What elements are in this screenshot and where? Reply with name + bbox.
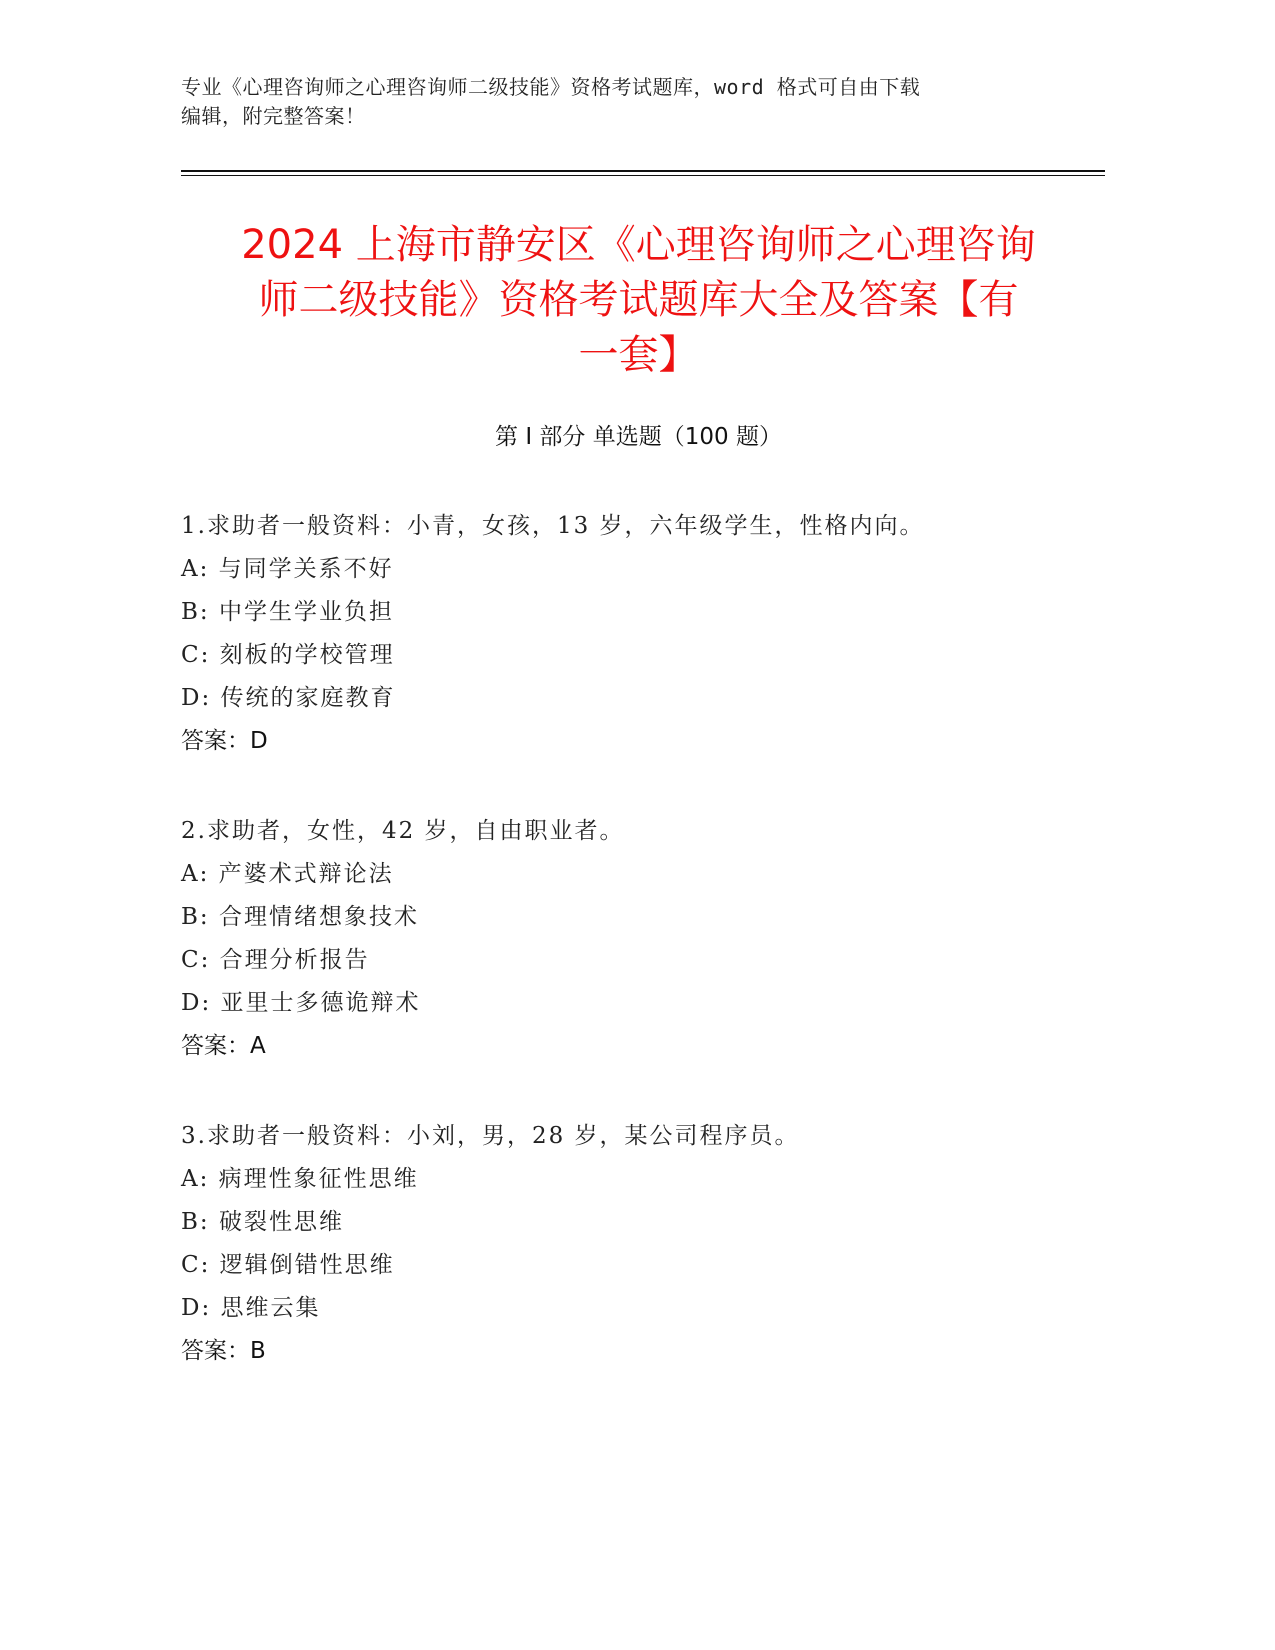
header-divider-thin bbox=[181, 175, 1105, 176]
question-2 bbox=[181, 810, 1101, 1068]
document-title-line-1: 2024 上海市静安区《心理咨询师之心理咨询 bbox=[241, 222, 1036, 268]
option-c: C: 合理分析报告 bbox=[181, 947, 370, 973]
header-note-line-1: 专业《心理咨询师之心理咨询师二级技能》资格考试题库，word 格式可自由下载 bbox=[181, 75, 921, 99]
document-title-line-3: 一套】 bbox=[578, 332, 699, 378]
option-d: D: 亚里士多德诡辩术 bbox=[181, 990, 421, 1016]
option-b: B: 破裂性思维 bbox=[181, 1209, 344, 1235]
answer-label: 答案：B bbox=[181, 1338, 266, 1364]
question-3 bbox=[181, 1115, 1101, 1373]
option-a: A: 病理性象征性思维 bbox=[181, 1166, 419, 1192]
option-c: C: 刻板的学校管理 bbox=[181, 642, 395, 668]
answer-label: 答案：D bbox=[181, 728, 268, 754]
question-stem: 2.求助者，女性，42 岁，自由职业者。 bbox=[181, 818, 625, 844]
option-c: C: 逻辑倒错性思维 bbox=[181, 1252, 395, 1278]
header-note bbox=[181, 73, 1081, 131]
option-a: A: 与同学关系不好 bbox=[181, 556, 394, 582]
option-b: B: 中学生学业负担 bbox=[181, 599, 394, 625]
option-b: B: 合理情绪想象技术 bbox=[181, 904, 419, 930]
answer-label: 答案：A bbox=[181, 1033, 266, 1059]
question-stem: 3.求助者一般资料：小刘，男，28 岁，某公司程序员。 bbox=[181, 1123, 800, 1149]
option-d: D: 传统的家庭教育 bbox=[181, 685, 396, 711]
question-stem: 1.求助者一般资料：小青，女孩，13 岁，六年级学生，性格内向。 bbox=[181, 513, 925, 539]
document-title bbox=[181, 218, 1096, 383]
option-d: D: 思维云集 bbox=[181, 1295, 321, 1321]
option-a: A: 产婆术式辩论法 bbox=[181, 861, 394, 887]
section-heading: 第 I 部分 单选题（100 题） bbox=[495, 424, 782, 450]
document-title-line-2: 师二级技能》资格考试题库大全及答案【有 bbox=[258, 277, 1019, 323]
header-note-line-2: 编辑，附完整答案！ bbox=[181, 104, 366, 128]
question-1 bbox=[181, 505, 1101, 763]
header-divider-thick bbox=[181, 170, 1105, 172]
